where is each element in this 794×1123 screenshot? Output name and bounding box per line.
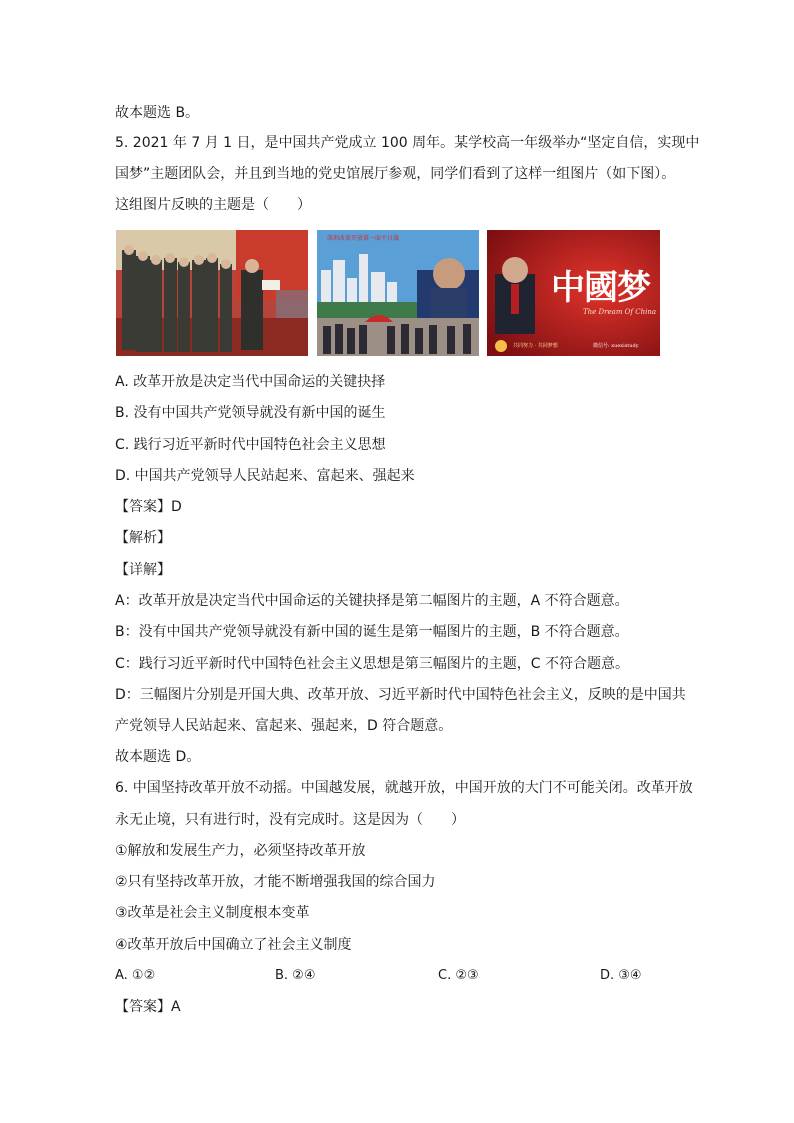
chinese-dream-title: 中國梦 — [551, 268, 650, 308]
explanation-line: C：践行习近平新时代中国特色社会主义思想是第三幅图片的主题，C 不符合题意。 — [115, 656, 629, 672]
reform-opening-image — [317, 230, 479, 356]
chinese-dream-subtitle: The Dream Of China — [583, 308, 657, 316]
option-c: C. 践行习近平新时代中国特色社会主义思想 — [115, 437, 386, 453]
option-d: D. ③④ — [600, 968, 642, 983]
option-a: A. 改革开放是决定当代中国命运的关键抉择 — [115, 374, 386, 390]
question-6-stem: 6. 中国坚持改革开放不动摇。中国越发展，就越开放，中国开放的大门不可能关闭。改革开放 — [115, 780, 693, 796]
founding-ceremony-image — [116, 230, 308, 356]
analysis-label: 【解析】 — [115, 530, 171, 546]
chinese-dream-image — [487, 230, 660, 356]
chinese-dream-footer: 共同努力 · 共同梦想 — [513, 343, 558, 349]
billboard-caption: 深圳改革开放第一面不日旗 — [327, 235, 400, 242]
option-a: A. ①② — [115, 968, 156, 983]
option-d: D. 中国共产党领导人民站起来、富起来、强起来 — [115, 468, 415, 484]
option-b: B. ②④ — [275, 968, 316, 983]
explanation-line: 产党领导人民站起来、富起来、强起来，D 符合题意。 — [115, 718, 453, 734]
option-b: B. 没有中国共产党领导就没有新中国的诞生 — [115, 405, 386, 421]
question-6-stem: 永无止境，只有进行时，没有完成时。这是因为（ ） — [115, 812, 465, 828]
question-5-stem: 国梦”主题团队会，并且到当地的党史馆展厅参观，同学们看到了这样一组图片（如下图）。 — [115, 166, 676, 182]
question-5-stem: 5. 2021 年 7 月 1 日，是中国共产党成立 100 周年。某学校高一年级举办“坚定自信，实现中 — [115, 135, 700, 151]
answer-label: 【答案】D — [115, 499, 182, 515]
statement-2: ②只有坚持改革开放，才能不断增强我国的综合国力 — [115, 874, 436, 890]
text-line: 故本题选 B。 — [115, 105, 200, 121]
wechat-watermark: 微信号: xuexistudy — [593, 343, 639, 349]
question-5-stem: 这组图片反映的主题是（ ） — [115, 197, 311, 213]
explanation-line: B：没有中国共产党领导就没有新中国的诞生是第一幅图片的主题，B 不符合题意。 — [115, 624, 629, 640]
conclusion-line: 故本题选 D。 — [115, 749, 201, 765]
explanation-line: D：三幅图片分别是开国大典、改革开放、习近平新时代中国特色社会主义，反映的是中国共 — [115, 687, 686, 703]
detail-label: 【详解】 — [115, 562, 171, 578]
statement-1: ①解放和发展生产力，必须坚持改革开放 — [115, 843, 366, 859]
option-c: C. ②③ — [438, 968, 479, 983]
statement-4: ④改革开放后中国确立了社会主义制度 — [115, 937, 352, 953]
explanation-line: A：改革开放是决定当代中国命运的关键抉择是第二幅图片的主题，A 不符合题意。 — [115, 593, 629, 609]
statement-3: ③改革是社会主义制度根本变革 — [115, 905, 310, 921]
answer-label: 【答案】A — [115, 999, 181, 1015]
